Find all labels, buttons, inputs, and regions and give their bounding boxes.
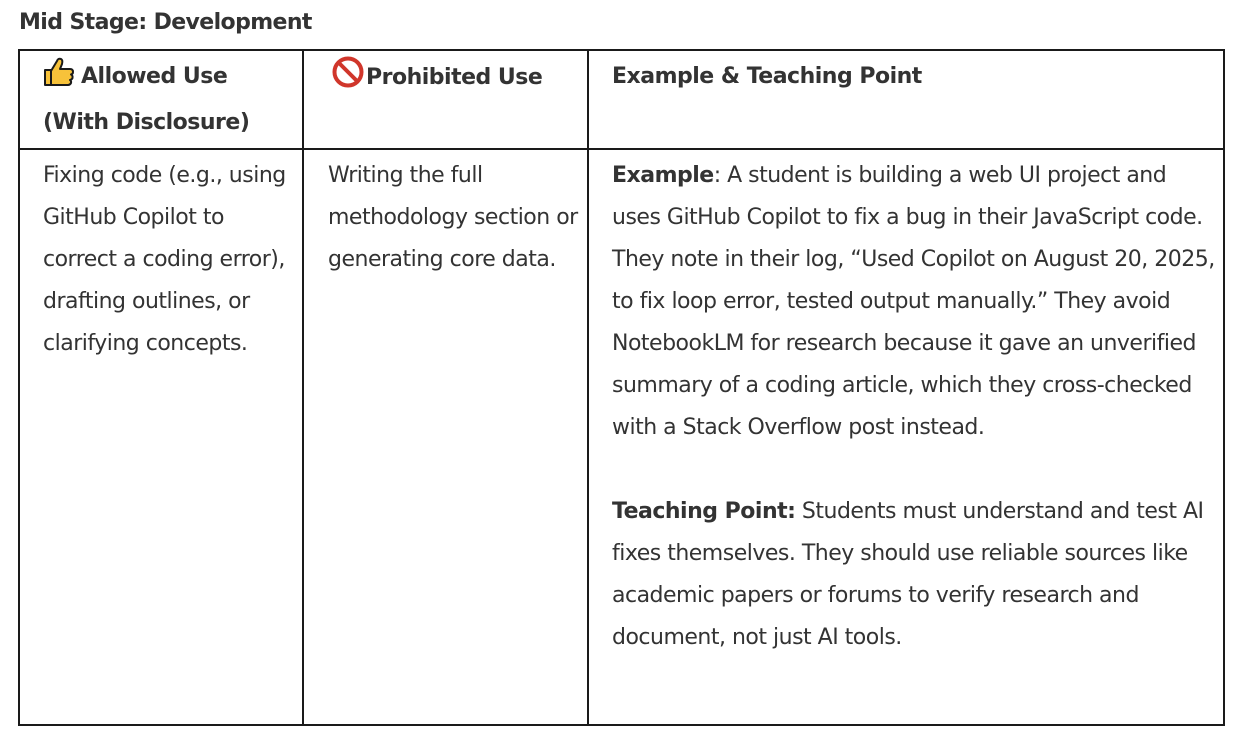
prohibited-icon <box>332 56 364 103</box>
teaching-label: Teaching Point: <box>612 499 796 524</box>
thumbs-up-icon <box>43 57 75 102</box>
header-example-teaching <box>588 50 1224 149</box>
table-row <box>19 149 1224 725</box>
cell-example-teaching <box>588 149 1224 725</box>
teaching-paragraph <box>612 491 1221 659</box>
section-heading: Mid Stage: Development <box>19 10 312 35</box>
ai-use-policy-table <box>18 49 1225 726</box>
header-allowed-use <box>19 50 303 149</box>
allowed-use-text: Fixing code (e.g., using GitHub Copilot to correct a coding error), drafting outlines, or clarifying concepts. <box>43 163 286 356</box>
cell-allowed-use <box>19 149 303 725</box>
header-example-label: Example & Teaching Point <box>612 64 922 89</box>
example-text: : A student is building a web UI project and uses GitHub Copilot to fix a bug in their JavaScript code. They note in their log, “Used Copilot on August 20, 2025, to fix loop error, tested output manually.” They avoid NotebookLM for research because it gave an unverified summary of a coding article, which they cross-checked with a Stack Overflow post instead. <box>612 163 1215 440</box>
example-paragraph <box>612 155 1221 449</box>
header-row <box>19 50 1224 149</box>
header-allowed-label: Allowed Use (With Disclosure) <box>43 64 250 135</box>
header-prohibited-label: Prohibited Use <box>366 65 543 90</box>
prohibited-use-text: Writing the full methodology section or generating core data. <box>328 163 578 272</box>
teaching-text: Students must understand and test AI fixes themselves. They should use reliable sources like academic papers or forums to verify research and document, not just AI tools. <box>612 499 1204 650</box>
header-prohibited-use <box>303 50 588 149</box>
example-label: Example <box>612 163 714 188</box>
paragraph-spacer <box>612 449 1221 491</box>
cell-prohibited-use <box>303 149 588 725</box>
